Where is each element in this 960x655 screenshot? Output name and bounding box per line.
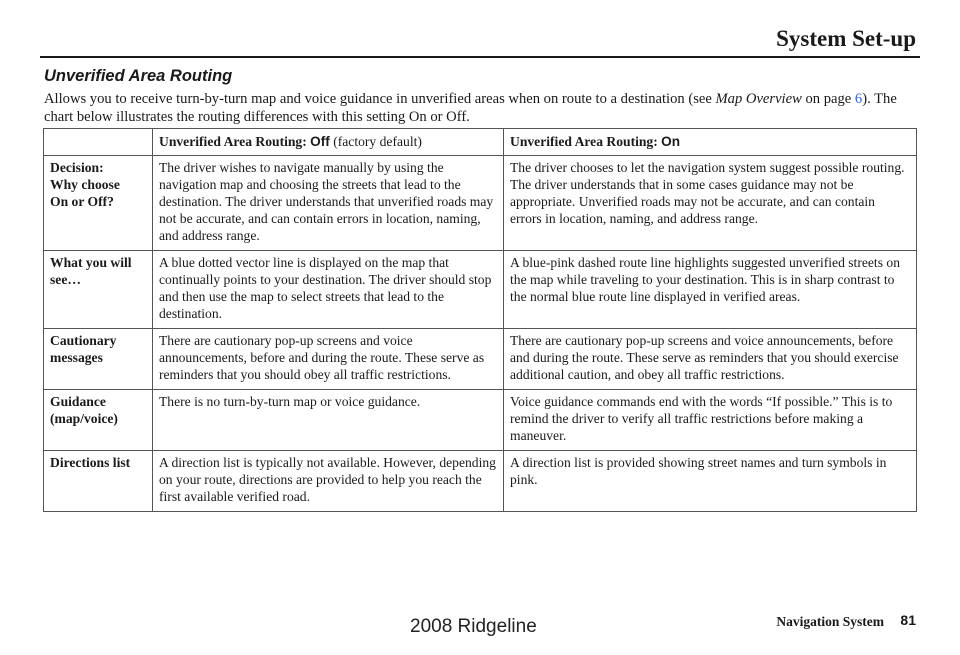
cell-on-guidance: Voice guidance commands end with the words “If possible.” This is to remind the driver to verify all traffic restrictions before making a maneuver. [504,390,917,451]
row-label-line: Cautionary [50,333,117,348]
cell-on-decision: The driver chooses to let the navigation system suggest possible routing. The driver understands that in some cases guidance may not be appropriate. Unverified roads may not be accurate, and can contain errors in location, naming, and address range. [504,156,917,251]
page-6-link[interactable]: 6 [854,91,863,107]
row-label-line: What you will [50,255,132,270]
row-label-line: Decision: [50,160,104,175]
header-on-prefix: Unverified Area Routing: [510,134,662,149]
cell-off-directions-list: A direction list is typically not available. However, depending on your route, directions are provided to help you reach the first available verified road. [153,451,504,512]
intro-text-end: ). The chart below illustrates the routing differences with this setting On or Off. [44,91,897,125]
row-label-line: Guidance [50,394,106,409]
row-label-what-you-see [44,251,153,329]
table-row [44,251,917,329]
header-off-value: Off [310,134,330,149]
cell-on-what-you-see: A blue-pink dashed route line highlights suggested unverified streets on the map while traveling to your destination. This is in sharp contrast to the normal blue route line displayed in verified areas. [504,251,917,329]
row-label-directions-list [44,451,153,512]
header-on-column [504,129,917,156]
table-row [44,451,917,512]
header-off-suffix: (factory default) [329,134,422,149]
row-label-line: messages [50,350,103,365]
table-row [44,329,917,390]
table-row [44,156,917,251]
cell-on-cautionary: There are cautionary pop-up screens and voice announcements, before and during the route. These serve as reminders that you should exercise additional caution, and obey all traffic restrictions. [504,329,917,390]
header-divider [40,56,920,58]
cell-on-directions-list: A direction list is provided showing street names and turn symbols in pink. [504,451,917,512]
row-label-line: Directions list [50,455,131,470]
row-label-line: (map/voice) [50,411,118,426]
header-on-value: On [661,134,681,149]
cell-off-what-you-see: A blue dotted vector line is displayed on the map that continually points to your destination. The driver should stop and then use the map to select streets that lead to the destination. [153,251,504,329]
section-title: Unverified Area Routing [44,67,233,85]
map-overview-reference: Map Overview [715,91,802,107]
row-label-decision [44,156,153,251]
page-number: 81 [900,612,916,628]
intro-paragraph [44,90,924,126]
footer-section-label: Navigation System [776,614,884,629]
row-label-cautionary [44,329,153,390]
header-corner-cell [44,129,153,156]
routing-comparison-table [43,128,917,512]
row-label-line: see… [50,272,81,287]
row-label-line: On or Off? [50,194,114,209]
intro-text-start: Allows you to receive turn-by-turn map and voice guidance in unverified areas when on route to a destination (see [44,91,716,107]
row-label-line: Why choose [50,177,120,192]
cell-off-cautionary: There are cautionary pop-up screens and voice announcements, before and during the route. These serve as reminders that you should obey all traffic restrictions. [153,329,504,390]
header-off-column [153,129,504,156]
watermark-text: 2008 Ridgeline [410,616,537,637]
header-off-prefix: Unverified Area Routing: [159,134,311,149]
table-header-row [44,129,917,156]
row-label-guidance [44,390,153,451]
table-row [44,390,917,451]
cell-off-decision: The driver wishes to navigate manually by using the navigation map and choosing the streets that lead to the destination. The driver understands that unverified roads may not be accurate, and can contain errors in location, naming, and address range. [153,156,504,251]
page-header-title: System Set-up [776,26,916,51]
intro-text-mid: on page [801,91,855,107]
cell-off-guidance: There is no turn-by-turn map or voice guidance. [153,390,504,451]
